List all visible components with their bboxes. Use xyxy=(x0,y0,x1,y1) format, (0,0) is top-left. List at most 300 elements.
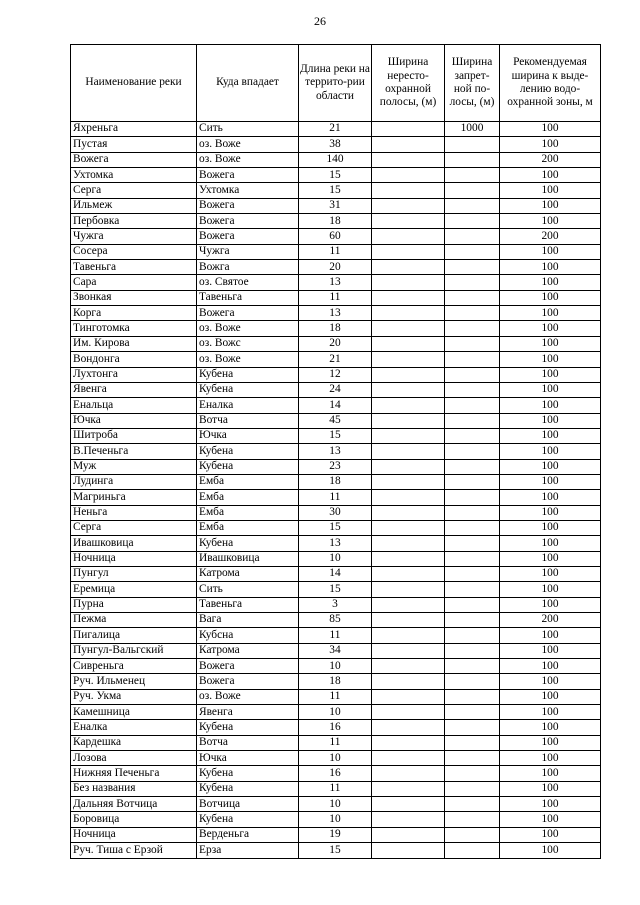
prohibited-strip-cell xyxy=(445,720,500,735)
inflow-cell: Вотча xyxy=(197,735,299,750)
table-row xyxy=(71,735,601,750)
prohibited-strip-cell xyxy=(445,659,500,674)
river-name-cell: Явенга xyxy=(71,382,197,397)
river-name-cell: Еналка xyxy=(71,720,197,735)
spawning-strip-cell xyxy=(372,582,445,597)
spawning-strip-cell xyxy=(372,306,445,321)
inflow-cell: оз. Воже xyxy=(197,321,299,336)
inflow-cell: Кубена xyxy=(197,720,299,735)
spawning-strip-cell xyxy=(372,183,445,198)
zone-width-cell: 100 xyxy=(500,766,601,781)
spawning-strip-cell xyxy=(372,643,445,658)
prohibited-strip-cell xyxy=(445,459,500,474)
spawning-strip-cell xyxy=(372,321,445,336)
zone-width-cell: 100 xyxy=(500,398,601,413)
prohibited-strip-cell xyxy=(445,275,500,290)
table-row xyxy=(71,566,601,581)
spawning-strip-cell xyxy=(372,214,445,229)
river-name-cell: Сосера xyxy=(71,244,197,259)
table-row xyxy=(71,505,601,520)
inflow-cell: Тавеньга xyxy=(197,290,299,305)
inflow-cell: Емба xyxy=(197,520,299,535)
table-row xyxy=(71,659,601,674)
zone-width-cell: 100 xyxy=(500,643,601,658)
inflow-cell: Вага xyxy=(197,613,299,628)
inflow-cell: Верденьга xyxy=(197,827,299,842)
table-row xyxy=(71,122,601,137)
inflow-cell: Сить xyxy=(197,122,299,137)
spawning-strip-cell xyxy=(372,597,445,612)
table-row xyxy=(71,413,601,428)
prohibited-strip-cell xyxy=(445,551,500,566)
inflow-cell: Катрома xyxy=(197,643,299,658)
prohibited-strip-cell xyxy=(445,183,500,198)
spawning-strip-cell xyxy=(372,689,445,704)
prohibited-strip-cell: 1000 xyxy=(445,122,500,137)
length-cell: 15 xyxy=(299,168,372,183)
prohibited-strip-cell xyxy=(445,797,500,812)
zone-width-cell: 200 xyxy=(500,229,601,244)
table-row xyxy=(71,137,601,152)
zone-width-cell: 100 xyxy=(500,168,601,183)
length-cell: 85 xyxy=(299,613,372,628)
header-inflow: Куда впадает xyxy=(197,45,299,122)
length-cell: 19 xyxy=(299,827,372,842)
inflow-cell: Тавеньга xyxy=(197,597,299,612)
river-name-cell: Пербовка xyxy=(71,214,197,229)
spawning-strip-cell xyxy=(372,659,445,674)
prohibited-strip-cell xyxy=(445,198,500,213)
prohibited-strip-cell xyxy=(445,505,500,520)
length-cell: 10 xyxy=(299,797,372,812)
length-cell: 13 xyxy=(299,536,372,551)
prohibited-strip-cell xyxy=(445,428,500,443)
river-name-cell: Дальняя Вотчица xyxy=(71,797,197,812)
length-cell: 18 xyxy=(299,214,372,229)
zone-width-cell: 100 xyxy=(500,214,601,229)
zone-width-cell: 100 xyxy=(500,260,601,275)
prohibited-strip-cell xyxy=(445,582,500,597)
inflow-cell: Ючка xyxy=(197,751,299,766)
river-name-cell: Серга xyxy=(71,520,197,535)
river-name-cell: Енальца xyxy=(71,398,197,413)
table-row xyxy=(71,474,601,489)
river-name-cell: Пигалица xyxy=(71,628,197,643)
inflow-cell: оз. Воже xyxy=(197,689,299,704)
zone-width-cell: 100 xyxy=(500,843,601,858)
inflow-cell: Сить xyxy=(197,582,299,597)
table-row xyxy=(71,643,601,658)
prohibited-strip-cell xyxy=(445,597,500,612)
zone-width-cell: 100 xyxy=(500,290,601,305)
prohibited-strip-cell xyxy=(445,444,500,459)
inflow-cell: оз. Воже xyxy=(197,152,299,167)
inflow-cell: Вожега xyxy=(197,168,299,183)
table-row xyxy=(71,843,601,858)
table-row xyxy=(71,444,601,459)
prohibited-strip-cell xyxy=(445,229,500,244)
length-cell: 18 xyxy=(299,674,372,689)
inflow-cell: Вожега xyxy=(197,674,299,689)
spawning-strip-cell xyxy=(372,336,445,351)
header-prohibited-strip: Ширина запрет-ной по-лосы, (м) xyxy=(445,45,500,122)
spawning-strip-cell xyxy=(372,367,445,382)
prohibited-strip-cell xyxy=(445,137,500,152)
page-number: 26 xyxy=(314,14,326,28)
zone-width-cell: 100 xyxy=(500,428,601,443)
table-row xyxy=(71,827,601,842)
length-cell: 11 xyxy=(299,735,372,750)
table-row xyxy=(71,705,601,720)
zone-width-cell: 100 xyxy=(500,689,601,704)
inflow-cell: Емба xyxy=(197,505,299,520)
length-cell: 15 xyxy=(299,428,372,443)
table-row xyxy=(71,352,601,367)
table-row xyxy=(71,689,601,704)
inflow-cell: Вожга xyxy=(197,260,299,275)
spawning-strip-cell xyxy=(372,413,445,428)
zone-width-cell: 100 xyxy=(500,536,601,551)
table-row xyxy=(71,766,601,781)
river-name-cell: Пунгул xyxy=(71,566,197,581)
table-row xyxy=(71,551,601,566)
length-cell: 20 xyxy=(299,260,372,275)
length-cell: 13 xyxy=(299,306,372,321)
spawning-strip-cell xyxy=(372,674,445,689)
rivers-table xyxy=(70,44,601,859)
river-name-cell: Без названия xyxy=(71,781,197,796)
zone-width-cell: 100 xyxy=(500,597,601,612)
river-name-cell: Кардешка xyxy=(71,735,197,750)
length-cell: 14 xyxy=(299,566,372,581)
inflow-cell: Кубена xyxy=(197,536,299,551)
zone-width-cell: 100 xyxy=(500,321,601,336)
river-name-cell: Тавеньга xyxy=(71,260,197,275)
river-name-cell: В.Печеньга xyxy=(71,444,197,459)
spawning-strip-cell xyxy=(372,490,445,505)
prohibited-strip-cell xyxy=(445,812,500,827)
zone-width-cell: 200 xyxy=(500,152,601,167)
spawning-strip-cell xyxy=(372,290,445,305)
inflow-cell: оз. Воже xyxy=(197,352,299,367)
river-name-cell: Пурна xyxy=(71,597,197,612)
zone-width-cell: 100 xyxy=(500,382,601,397)
prohibited-strip-cell xyxy=(445,674,500,689)
zone-width-cell: 100 xyxy=(500,797,601,812)
river-name-cell: Пустая xyxy=(71,137,197,152)
zone-width-cell: 100 xyxy=(500,367,601,382)
river-name-cell: Неньга xyxy=(71,505,197,520)
length-cell: 11 xyxy=(299,244,372,259)
length-cell: 10 xyxy=(299,751,372,766)
spawning-strip-cell xyxy=(372,260,445,275)
river-name-cell: Сара xyxy=(71,275,197,290)
inflow-cell: Явенга xyxy=(197,705,299,720)
spawning-strip-cell xyxy=(372,843,445,858)
zone-width-cell: 100 xyxy=(500,827,601,842)
inflow-cell: оз. Воже xyxy=(197,137,299,152)
zone-width-cell: 100 xyxy=(500,720,601,735)
spawning-strip-cell xyxy=(372,827,445,842)
spawning-strip-cell xyxy=(372,137,445,152)
inflow-cell: Чужга xyxy=(197,244,299,259)
length-cell: 18 xyxy=(299,474,372,489)
table-row xyxy=(71,520,601,535)
zone-width-cell: 100 xyxy=(500,244,601,259)
prohibited-strip-cell xyxy=(445,689,500,704)
length-cell: 15 xyxy=(299,582,372,597)
spawning-strip-cell xyxy=(372,751,445,766)
table-row xyxy=(71,183,601,198)
table-row xyxy=(71,214,601,229)
inflow-cell: Емба xyxy=(197,474,299,489)
header-row xyxy=(71,45,601,122)
spawning-strip-cell xyxy=(372,152,445,167)
length-cell: 3 xyxy=(299,597,372,612)
length-cell: 20 xyxy=(299,336,372,351)
zone-width-cell: 100 xyxy=(500,751,601,766)
header-length: Длина реки на террито-рии области xyxy=(299,45,372,122)
zone-width-cell: 100 xyxy=(500,474,601,489)
spawning-strip-cell xyxy=(372,797,445,812)
river-name-cell: Вондонга xyxy=(71,352,197,367)
length-cell: 45 xyxy=(299,413,372,428)
river-name-cell: Ючка xyxy=(71,413,197,428)
river-name-cell: Ильмеж xyxy=(71,198,197,213)
length-cell: 10 xyxy=(299,812,372,827)
prohibited-strip-cell xyxy=(445,751,500,766)
spawning-strip-cell xyxy=(372,551,445,566)
inflow-cell: оз. Святое xyxy=(197,275,299,290)
prohibited-strip-cell xyxy=(445,613,500,628)
river-name-cell: Пежма xyxy=(71,613,197,628)
spawning-strip-cell xyxy=(372,122,445,137)
length-cell: 16 xyxy=(299,720,372,735)
table-row xyxy=(71,428,601,443)
prohibited-strip-cell xyxy=(445,152,500,167)
spawning-strip-cell xyxy=(372,505,445,520)
table-body xyxy=(71,122,601,859)
prohibited-strip-cell xyxy=(445,244,500,259)
inflow-cell: Вожега xyxy=(197,198,299,213)
river-name-cell: Шитроба xyxy=(71,428,197,443)
zone-width-cell: 100 xyxy=(500,198,601,213)
length-cell: 12 xyxy=(299,367,372,382)
spawning-strip-cell xyxy=(372,812,445,827)
spawning-strip-cell xyxy=(372,428,445,443)
spawning-strip-cell xyxy=(372,398,445,413)
inflow-cell: Кубсна xyxy=(197,628,299,643)
prohibited-strip-cell xyxy=(445,735,500,750)
zone-width-cell: 100 xyxy=(500,551,601,566)
spawning-strip-cell xyxy=(372,781,445,796)
prohibited-strip-cell xyxy=(445,628,500,643)
inflow-cell: Еналка xyxy=(197,398,299,413)
river-name-cell: Лозова xyxy=(71,751,197,766)
river-name-cell: Магриньга xyxy=(71,490,197,505)
prohibited-strip-cell xyxy=(445,367,500,382)
table-row xyxy=(71,674,601,689)
spawning-strip-cell xyxy=(372,613,445,628)
prohibited-strip-cell xyxy=(445,290,500,305)
river-name-cell: Руч. Ильменец xyxy=(71,674,197,689)
header-river-name: Наименование реки xyxy=(71,45,197,122)
river-name-cell: Чужга xyxy=(71,229,197,244)
prohibited-strip-cell xyxy=(445,474,500,489)
inflow-cell: Вожега xyxy=(197,659,299,674)
zone-width-cell: 100 xyxy=(500,490,601,505)
inflow-cell: Вожега xyxy=(197,214,299,229)
table-row xyxy=(71,260,601,275)
table-row xyxy=(71,367,601,382)
river-name-cell: Пунгул-Вальгский xyxy=(71,643,197,658)
prohibited-strip-cell xyxy=(445,306,500,321)
prohibited-strip-cell xyxy=(445,536,500,551)
table-row xyxy=(71,490,601,505)
river-name-cell: Тинготомка xyxy=(71,321,197,336)
prohibited-strip-cell xyxy=(445,766,500,781)
length-cell: 15 xyxy=(299,843,372,858)
spawning-strip-cell xyxy=(372,474,445,489)
length-cell: 15 xyxy=(299,520,372,535)
length-cell: 11 xyxy=(299,781,372,796)
river-name-cell: Лудинга xyxy=(71,474,197,489)
spawning-strip-cell xyxy=(372,352,445,367)
zone-width-cell: 100 xyxy=(500,505,601,520)
river-name-cell: Боровица xyxy=(71,812,197,827)
length-cell: 38 xyxy=(299,137,372,152)
river-name-cell: Вожега xyxy=(71,152,197,167)
zone-width-cell: 100 xyxy=(500,781,601,796)
river-name-cell: Руч. Тиша с Ерзой xyxy=(71,843,197,858)
spawning-strip-cell xyxy=(372,198,445,213)
zone-width-cell: 100 xyxy=(500,659,601,674)
zone-width-cell: 100 xyxy=(500,183,601,198)
table-row xyxy=(71,459,601,474)
spawning-strip-cell xyxy=(372,566,445,581)
river-name-cell: Серга xyxy=(71,183,197,198)
table-row xyxy=(71,613,601,628)
length-cell: 21 xyxy=(299,122,372,137)
table-row xyxy=(71,536,601,551)
length-cell: 11 xyxy=(299,490,372,505)
spawning-strip-cell xyxy=(372,244,445,259)
prohibited-strip-cell xyxy=(445,382,500,397)
inflow-cell: Кубена xyxy=(197,367,299,382)
table-header xyxy=(71,45,601,122)
river-name-cell: Муж xyxy=(71,459,197,474)
inflow-cell: Кубена xyxy=(197,781,299,796)
table-row xyxy=(71,306,601,321)
table-row xyxy=(71,720,601,735)
length-cell: 140 xyxy=(299,152,372,167)
header-water-protection-zone: Рекомендуемая ширина к выде-лению водо-охранной зоны, м xyxy=(500,45,601,122)
zone-width-cell: 100 xyxy=(500,812,601,827)
inflow-cell: Катрома xyxy=(197,566,299,581)
river-name-cell: Ночница xyxy=(71,551,197,566)
table-row xyxy=(71,597,601,612)
zone-width-cell: 100 xyxy=(500,705,601,720)
length-cell: 10 xyxy=(299,705,372,720)
table-row xyxy=(71,275,601,290)
river-name-cell: Яхреньга xyxy=(71,122,197,137)
prohibited-strip-cell xyxy=(445,260,500,275)
inflow-cell: Кубена xyxy=(197,459,299,474)
river-name-cell: Корга xyxy=(71,306,197,321)
inflow-cell: Вожега xyxy=(197,306,299,321)
inflow-cell: Кубена xyxy=(197,812,299,827)
table-row xyxy=(71,321,601,336)
inflow-cell: Ерза xyxy=(197,843,299,858)
prohibited-strip-cell xyxy=(445,336,500,351)
length-cell: 13 xyxy=(299,275,372,290)
prohibited-strip-cell xyxy=(445,168,500,183)
zone-width-cell: 100 xyxy=(500,122,601,137)
length-cell: 16 xyxy=(299,766,372,781)
zone-width-cell: 100 xyxy=(500,275,601,290)
zone-width-cell: 100 xyxy=(500,520,601,535)
table-row xyxy=(71,751,601,766)
length-cell: 60 xyxy=(299,229,372,244)
length-cell: 10 xyxy=(299,551,372,566)
zone-width-cell: 100 xyxy=(500,336,601,351)
prohibited-strip-cell xyxy=(445,413,500,428)
river-name-cell: Еремица xyxy=(71,582,197,597)
prohibited-strip-cell xyxy=(445,643,500,658)
spawning-strip-cell xyxy=(372,275,445,290)
prohibited-strip-cell xyxy=(445,705,500,720)
length-cell: 23 xyxy=(299,459,372,474)
inflow-cell: Ухтомка xyxy=(197,183,299,198)
table-row xyxy=(71,198,601,213)
spawning-strip-cell xyxy=(372,520,445,535)
prohibited-strip-cell xyxy=(445,490,500,505)
prohibited-strip-cell xyxy=(445,827,500,842)
prohibited-strip-cell xyxy=(445,843,500,858)
prohibited-strip-cell xyxy=(445,566,500,581)
inflow-cell: Кубена xyxy=(197,444,299,459)
table-row xyxy=(71,628,601,643)
spawning-strip-cell xyxy=(372,705,445,720)
table-row xyxy=(71,781,601,796)
river-name-cell: Ночница xyxy=(71,827,197,842)
table-row xyxy=(71,168,601,183)
river-name-cell: Нижняя Печеньга xyxy=(71,766,197,781)
inflow-cell: Емба xyxy=(197,490,299,505)
table-row xyxy=(71,797,601,812)
river-name-cell: Камешница xyxy=(71,705,197,720)
zone-width-cell: 100 xyxy=(500,459,601,474)
table-row xyxy=(71,382,601,397)
length-cell: 14 xyxy=(299,398,372,413)
table-row xyxy=(71,229,601,244)
table-row xyxy=(71,336,601,351)
inflow-cell: Кубена xyxy=(197,766,299,781)
zone-width-cell: 100 xyxy=(500,137,601,152)
length-cell: 10 xyxy=(299,659,372,674)
river-name-cell: Ухтомка xyxy=(71,168,197,183)
spawning-strip-cell xyxy=(372,766,445,781)
length-cell: 24 xyxy=(299,382,372,397)
zone-width-cell: 200 xyxy=(500,613,601,628)
table-row xyxy=(71,582,601,597)
spawning-strip-cell xyxy=(372,720,445,735)
length-cell: 11 xyxy=(299,689,372,704)
prohibited-strip-cell xyxy=(445,781,500,796)
inflow-cell: Вотча xyxy=(197,413,299,428)
spawning-strip-cell xyxy=(372,536,445,551)
inflow-cell: Вожега xyxy=(197,229,299,244)
